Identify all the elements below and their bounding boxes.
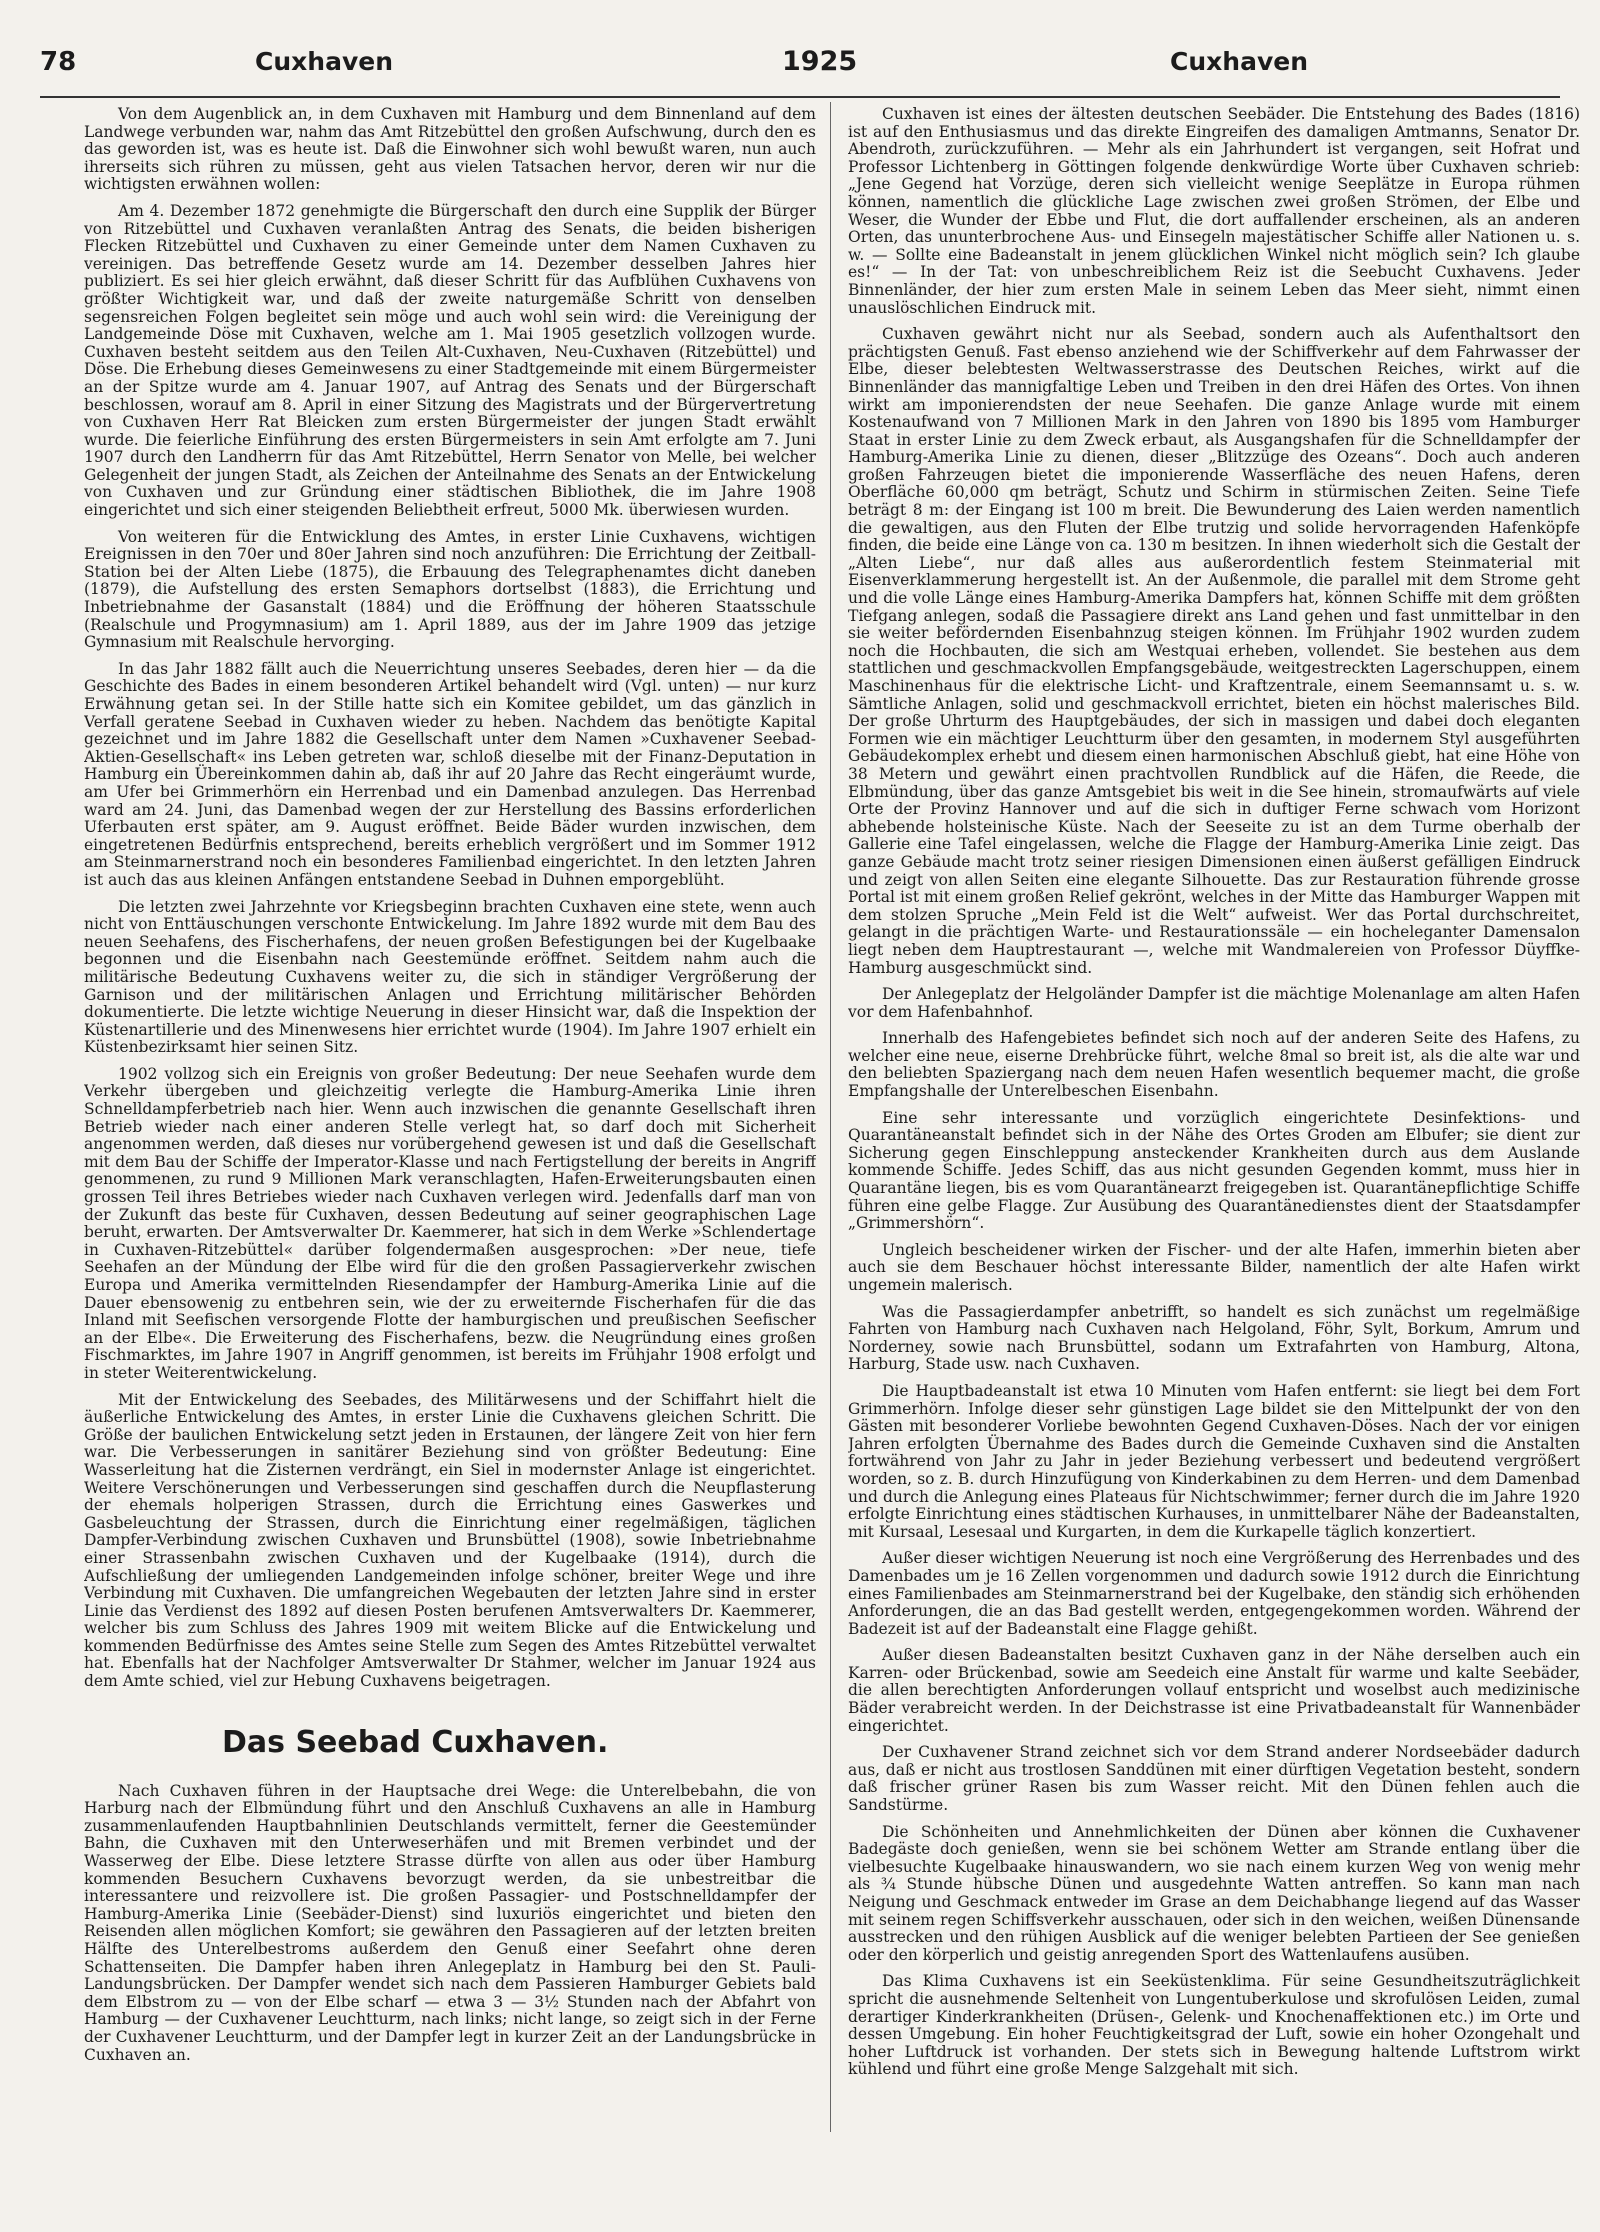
page-header: [40, 42, 1560, 92]
paragraph: Mit der Entwickelung des Seebades, des Militärwesens und der Schiffahrt hielt die äußerliche Entwickelung des Amtes, in erster Linie die Cuxhavens gleichen Schritt. Die Größe der baulichen Entwickelung setzt jeden in Erstaunen, der längere Zeit von hier fern war. Die Verbesserungen in sanitärer Beziehung sind von größter Bedeutung: Eine Wasserleitung hat die Zisternen verdrängt, ein Siel in modernster Anlage ist eingerichtet. Weitere Verschönerungen und Verbesserungen sind geschaffen durch die Neupflasterung der ehemals holperigen Strassen, durch die Errichtung eines Gaswerkes und Gasbeleuchtung der Strassen, durch die Einrichtung einer regelmäßigen, täglichen Dampfer-Verbindung zwischen Cuxhaven und Brunsbüttel (1908), sowie Inbetriebnahme einer Strassenbahn zwischen Cuxhaven und der Kugelbaake (1914), durch die Aufschließung der umliegenden Landgemeinden infolge schöner, breiter Wege und ihre Verbindung mit Cuxhaven. Die umfangreichen Wegebauten der letzten Jahre sind in erster Linie das Verdienst des 1892 auf diesen Posten berufenen Amtsverwalters Dr. Kaemmerer, welcher bis zum Schluss des Jahres 1909 mit weitem Blicke auf die Entwickelung und kommenden Bedürfnisse des Amtes seine Stelle zum Segen des Amtes Ritzebüttel verwaltet hat. Ebenfalls hat der Nachfolger Amtsverwalter Dr Stahmer, welcher im Januar 1924 aus dem Amte schied, viel zur Hebung Cuxhavens beigetragen.: [84, 1390, 816, 1691]
section-heading: Das Seebad Cuxhaven.: [222, 1724, 609, 1760]
paragraph: Die Hauptbadeanstalt ist etwa 10 Minuten vom Hafen entfernt: sie liegt bei dem Fort Grimmerhörn. Infolge dieser sehr günstigen Lage bildet sie den Mittelpunkt der von den Gästen mit besonderer Vorliebe bewohnten Gegend Cuxhaven-Döses. Nach der vor einigen Jahren erfolgten Übernahme des Bades durch die Gemeinde Cuxhaven sind die Anstalten fortwährend von Jahr zu Jahr in jeder Beziehung verbessert und bedeutend vergrößert worden, so z. B. durch Hinzufügung von Kinderkabinen zu dem Herren- und dem Damenbad und durch die Anlegung eines Plateaus für Nichtschwimmer; ferner durch die im Jahre 1920 erfolgte Einrichtung eines städtischen Kurhauses, in unmittelbarer Nähe der Badeanstalten, mit Kursaal, Lesesaal und Kurgarten, in dem die Kurkapelle täglich konzertiert.: [848, 1381, 1580, 1541]
paragraph: Außer diesen Badeanstalten besitzt Cuxhaven ganz in der Nähe derselben auch ein Karren- oder Brückenbad, sowie am Seedeich eine Anstalt für warme und kalte Seebäder, die allen berechtigten Anforderungen vollauf entspricht und woselbst auch medizinische Bäder verabreicht werden. In der Deichstrasse ist eine Privatbadeanstalt für Wannenbäder eingerichtet.: [848, 1646, 1580, 1735]
paragraph: Die Schönheiten und Annehmlichkeiten der Dünen aber können die Cuxhavener Badegäste doch genießen, wenn sie bei schönem Wetter am Strande entlang über die vielbesuchte Kugelbaake hinauswandern, wo sie nach einem kurzen Weg von wenig mehr als ¾ Stunde hübsche Dünen und ausgedehnte Watten antreffen. So kann man nach Neigung und Geschmack entweder im Grase an dem Deichabhange liegend auf das Wasser mit seinem regen Schiffsverkehr ausschauen, oder sich in den weichen, weißen Dünensande ausstrecken und den rühigen Ausblick auf die weniger belebten Partieen der See genießen oder den körperlich und geistig anregenden Sport des Wattenlaufens ausüben.: [848, 1822, 1580, 1964]
right-running-title: Cuxhaven: [1170, 47, 1308, 76]
page-number: 78: [40, 47, 77, 77]
paragraph: Am 4. Dezember 1872 genehmigte die Bürgerschaft den durch eine Supplik der Bürger von Ritzebüttel und Cuxhaven veranlaßten Antrag des Senats, die beiden bisherigen Flecken Ritzebüttel und Cuxhaven zu einer Gemeinde unter dem Namen Cuxhaven zu vereinigen. Das betreffende Gesetz wurde am 14. Dezember desselben Jahres hier publiziert. Es sei hier gleich erwähnt, daß dieser Schritt für das Aufblühen Cuxhavens von größter Wichtigkeit war, und daß der zweite naturgemäße Schritt von denselben segensreichen Folgen begleitet sein möge und auch wohl sein wird: die Vereinigung der Landgemeinde Döse mit Cuxhaven, welche am 1. Mai 1905 gesetzlich vollzogen wurde. Cuxhaven besteht seitdem aus den Teilen Alt-Cuxhaven, Neu-Cuxhaven (Ritzebüttel) und Döse. Die Erhebung dieses Gemeinwesens zu einer Stadtgemeinde mit einem Bürgermeister an der Spitze wurde am 4. Januar 1907, auf Antrag des Senats und der Bürgerschaft beschlossen, worauf am 8. April in einer Sitzung des Magistrats und der Bürgervertretung von Cuxhaven Herr Rat Bleicken zum ersten Bürgermeister der jungen Stadt erwählt wurde. Die feierliche Einführung des ersten Bürgermeisters in sein Amt erfolgte am 7. Juni 1907 durch den Landherrn für das Amt Ritzebüttel, Herrn Senator von Melle, bei welcher Gelegenheit der jungen Stadt, als Zeichen der Anteilnahme des Senats an der Entwickelung von Cuxhaven und zur Gründung einer städtischen Bibliothek, die im Jahre 1908 eingerichtet und sich einer steigenden Beliebtheit erfreut, 5000 Mk. überwiesen wurden.: [84, 201, 816, 520]
paragraph: 1902 vollzog sich ein Ereignis von großer Bedeutung: Der neue Seehafen wurde dem Verkehr übergeben und gleichzeitig verlegte die Hamburg-Amerika Linie ihren Schnelldampferbetrieb nach hier. Wenn auch inzwischen die genannte Gesellschaft ihren Betrieb wieder nach einer anderen Stelle verlegt hat, so darf doch mit Sicherheit angenommen werden, daß dieses nur vorübergehend gewesen ist und daß die Gesellschaft mit dem Bau der Schiffe der Imperator-Klasse und nach Fertigstellung der bereits in Angriff genommenen, zu rund 9 Millionen Mark veranschlagten, Hafen-Erweiterungsbauten einen grossen Teil ihres Betriebes wieder nach Cuxhaven verlegen wird. Jedenfalls darf man von der Zukunft das beste für Cuxhaven, dessen Bedeutung auf seiner geographischen Lage beruht, erwarten. Der Amtsverwalter Dr. Kaemmerer, hat sich in dem Werke »Schlendertage in Cuxhaven-Ritzebüttel« darüber folgendermaßen ausgesprochen: »Der neue, tiefe Seehafen an der Mündung der Elbe wird für die den großen Passagierverkehr zwischen Europa und Amerika vermittelnden Riesendampfer der Hamburg-Amerika Linie auf die Dauer ebensowenig zu entbehren sein, wie der zu erweiternde Fischerhafen für die das Inland mit Seefischen versorgende Flotte der hamburgischen und preußischen Seefischer an der Elbe«. Die Erweiterung des Fischerhafens, bezw. die Neugründung eines großen Fischmarktes, im Jahre 1907 in Angriff genommen, ist bereits im Frühjahr 1908 erfolgt und in steter Weiterentwickelung.: [84, 1064, 816, 1382]
paragraph: Von dem Augenblick an, in dem Cuxhaven mit Hamburg und dem Binnenland auf dem Landwege verbunden war, nahm das Amt Ritzebüttel den großen Aufschwung, durch den es das geworden ist, was es heute ist. Daß die Einwohner sich wohl bewußt waren, nun auch ihrerseits sich rühren zu müssen, geht aus vielen Tatsachen hervor, deren wir nur die wichtigsten erwähnen wollen:: [84, 106, 816, 194]
column-divider: [830, 102, 831, 2132]
paragraph: Von weiteren für die Entwicklung des Amtes, in erster Linie Cuxhavens, wichtigen Ereignissen in den 70er und 80er Jahren sind noch anzuführen: Die Errichtung der Zeitball-Station bei der Alten Liebe (1875), die Erbauung des Telegraphenamtes dicht daneben (1879), die Aufstellung des ersten Semaphors dortselbst (1883), die Errichtung und Inbetriebnahme der Gasanstalt (1884) und die Eröffnung der höheren Staatsschule (Realschule und Progymnasium) am 1. April 1889, aus der im Jahre 1909 das jetzige Gymnasium mit Realschule hervorging.: [84, 527, 816, 652]
paragraph: Was die Passagierdampfer anbetrifft, so handelt es sich zunächst um regelmäßige Fahrten von Hamburg nach Cuxhaven nach Helgoland, Föhr, Sylt, Borkum, Amrum und Norderney, sowie nach Brunsbüttel, sodann um Extrafahrten von Hamburg, Altona, Harburg, Stade usw. nach Cuxhaven.: [848, 1302, 1580, 1374]
header-rule: [40, 96, 1560, 98]
paragraph: Die letzten zwei Jahrzehnte vor Kriegsbeginn brachten Cuxhaven eine stete, wenn auch nicht von Enttäuschungen verschonte Entwickelung. Im Jahre 1892 wurde mit dem Bau des neuen Seehafens, des Fischerhafens, der neuen großen Befestigungen bei der Kugelbaake begonnen und die Eisenbahn nach Geestemünde eröffnet. Seitdem nahm auch die militärische Bedeutung Cuxhavens weiter zu, die sich in ständiger Vergrößerung der Garnison und der militärischen Anlagen und Errichtung militärischer Behörden dokumentierte. Die letzte wichtige Neuerung in dieser Hinsicht war, daß die Inspektion der Küstenartillerie und des Minenwesens hier errichtet wurde (1904). Im Jahre 1907 erhielt ein Küstenbezirksamt hier seinen Sitz.: [84, 897, 816, 1057]
right-column: [848, 106, 1580, 2136]
paragraph: Cuxhaven ist eines der ältesten deutschen Seebäder. Die Entstehung des Bades (1816) ist auf den Enthusiasmus und das direkte Eingreifen des damaligen Amtmanns, Senator Dr. Abendroth, zurückzuführen. — Mehr als ein Jahrhundert ist vergangen, seit Hofrat und Professor Lichtenberg in Göttingen folgende denkwürdige Worte über Cuxhaven schrieb: „Jene Gegend hat Vorzüge, deren sich vielleicht wenige Seeplätze in Europa rühmen können, namentlich die glückliche Lage zwischen zwei großen Strömen, der Elbe und Weser, die Wunder der Ebbe und Flut, die dort auffallender erscheinen, als an anderen Orten, das ununterbrochene Aus- und Einsegeln majestätischer Schiffe aller Nationen u. s. w. — Sollte eine Badeanstalt in jenem glücklichen Winkel nicht möglich sein? Ich glaube es!“ — In der Tat: von unbeschreiblichem Reiz ist die Seebucht Cuxhavens. Jeder Binnenländer, der hier zum ersten Male in seinem Leben das Meer sieht, nimmt einen unauslöschlichen Eindruck mit.: [848, 106, 1580, 317]
paragraph: Nach Cuxhaven führen in der Hauptsache drei Wege: die Unterelbebahn, die von Harburg nach der Elbmündung führt und den Anschluß Cuxhavens an alle in Hamburg zusammenlaufenden Hauptbahnlinien Deutschlands vermittelt, ferner die Geestemünder Bahn, die Cuxhaven mit den Unterweserhäfen und mit Bremen verbindet und der Wasserweg der Elbe. Diese letztere Strasse dürfte von allen aus oder über Hamburg kommenden Besuchern Cuxhavens bevorzugt werden, da sie unbestreitbar die interessantere und reizvollere ist. Die großen Passagier- und Postschnelldampfer der Hamburg-Amerika Linie (Seebäder-Dienst) sind luxuriös eingerichtet und bieten den Reisenden allen möglichen Komfort; sie gewähren den Passagieren auf der letzten breiten Hälfte des Unterelbestroms außerdem den Genuß einer Seefahrt ohne deren Schattenseiten. Die Dampfer haben ihren Anlegeplatz in Hamburg bei den St. Pauli-Landungsbrücken. Der Dampfer wendet sich nach dem Passieren Hamburger Gebiets bald dem Elbstrom zu — von der Elbe scharf — etwa 3 — 3½ Stunden nach der Abfahrt von Hamburg — der Cuxhavener Leuchtturm, nach links; nicht lange, so zeigt sich in der Ferne der Cuxhavener Leuchtturm, und der Dampfer legt in kurzer Zeit an der Landungsbrücke in Cuxhaven an.: [84, 1781, 816, 2064]
paragraph: Der Anlegeplatz der Helgoländer Dampfer ist die mächtige Molenanlage am alten Hafen vor dem Hafenbahnhof.: [848, 985, 1580, 1021]
year: 1925: [782, 46, 858, 77]
left-column: [84, 106, 816, 2136]
paragraph: Der Cuxhavener Strand zeichnet sich vor dem Strand anderer Nordseebäder dadurch aus, daß er nicht aus trostlosen Sanddünen mit einer dürftigen Vegetation besteht, sondern daß frischer grüner Rasen bis zum Wasser reicht. Mit den Dünen fehlen auch die Sandstürme.: [848, 1743, 1580, 1815]
left-running-title: Cuxhaven: [255, 47, 393, 76]
paragraph: Eine sehr interessante und vorzüglich eingerichtete Desinfektions- und Quarantäneanstalt befindet sich in der Nähe des Ortes Groden am Elbufer; sie dient zur Sicherung gegen Einschleppung ansteckender Krankheiten durch aus dem Auslande kommende Schiffe. Jedes Schiff, das aus nicht gesunden Gegenden kommt, muss hier in Quarantäne liegen, bis es vom Quarantänearzt freigegeben ist. Quarantänepflichtige Schiffe führen eine gelbe Flagge. Zur Ausübung des Quarantänedienstes dient der Staatsdampfer „Grimmershörn“.: [848, 1108, 1580, 1233]
paragraph: In das Jahr 1882 fällt auch die Neuerrichtung unseres Seebades, deren hier — da die Geschichte des Bades in einem besonderen Artikel behandelt wird (Vgl. unten) — nur kurz Erwähnung getan sei. In der Stille hatte sich ein Komitee gebildet, um das gänzlich in Verfall geratene Seebad in Cuxhaven wieder zu heben. Nachdem das benötigte Kapital gezeichnet und im Jahre 1882 die Gesellschaft unter dem Namen »Cuxhavener Seebad-Aktien-Gesellschaft« ins Leben getreten war, schloß dieselbe mit der Finanz-Deputation in Hamburg ein Übereinkommen dahin ab, daß ihr auf 20 Jahre das Recht eingeräumt wurde, am Ufer bei Grimmerhörn ein Herrenbad und ein Damenbad anzulegen. Das Herrenbad ward am 24. Juni, das Damenbad wegen der zur Herstellung des Bassins erforderlichen Uferbauten erst später, am 9. August eröffnet. Beide Bäder wurden inzwischen, dem eingetretenen Bedürfnis entsprechend, bereits erheblich vergrößert und im Sommer 1912 am Steinmarnerstrand noch ein besonderes Familienbad eingerichtet. In den letzten Jahren ist auch das aus kleinen Anfängen entstandene Seebad in Duhnen emporgeblüht.: [84, 659, 816, 889]
paragraph: Ungleich bescheidener wirken der Fischer- und der alte Hafen, immerhin bieten aber auch sie dem Beschauer höchst interessante Bilder, namentlich der alte Hafen wirkt ungemein malerisch.: [848, 1240, 1580, 1294]
paragraph: Das Klima Cuxhavens ist ein Seeküstenklima. Für seine Gesundheitszuträglichkeit spricht die ausnehmende Seltenheit von Lungentuberkulose und skrofulösen Leiden, zumal derartiger Kinderkrankheiten (Drüsen-, Gelenk- und Knochenaffektionen etc.) im Orte und dessen Umgebung. Ein hoher Feuchtigkeitsgrad der Luft, sowie ein hoher Ozongehalt und hoher Luftdruck ist vorhanden. Der stets sich in Bewegung haltende Luftstrom wirkt kühlend und führt eine große Menge Salzgehalt mit sich.: [848, 1972, 1580, 2079]
paragraph: Innerhalb des Hafengebietes befindet sich noch auf der anderen Seite des Hafens, zu welcher eine neue, eiserne Drehbrücke führt, welche 8mal so breit ist, als die alte war und den beliebten Spaziergang nach dem neuen Hafen wesentlich bequemer macht, die große Empfangshalle der Unterelbeschen Eisenbahn.: [848, 1029, 1580, 1101]
paragraph: Außer dieser wichtigen Neuerung ist noch eine Vergrößerung des Herrenbades und des Damenbades um je 16 Zellen vorgenommen und dadurch sowie 1912 durch die Einrichtung eines Familienbades am Steinmarnerstrand bei der Kugelbake, den ständig sich erhöhenden Anforderungen, die an das Bad gestellt werden, entgegengekommen worden. Während der Badezeit ist auf der Badeanstalt eine Flagge gehißt.: [848, 1549, 1580, 1638]
paragraph: Cuxhaven gewährt nicht nur als Seebad, sondern auch als Aufenthaltsort den prächtigsten Genuß. Fast ebenso anziehend wie der Schiffverkehr auf dem Fahrwasser der Elbe, dieser belebtesten Weltwasserstrasse des Deutschen Reiches, wirkt auf die Binnenländer das mannigfaltige Leben und Treiben in den drei Häfen des Ortes. Von ihnen wirkt am imponierendsten der neue Seehafen. Die ganze Anlage wurde mit einem Kostenaufwand von 7 Millionen Mark in den Jahren von 1890 bis 1895 vom Hamburger Staat in erster Linie zu dem Zweck erbaut, als Ausgangshafen für die Schnelldampfer der Hamburg-Amerika Linie zu dienen, dieser „Blitzzüge des Ozeans“. Doch auch anderen großen Fahrzeugen bietet die imponierende Wasserfläche des neuen Hafens, deren Oberfläche 60,000 qm beträgt, Schutz und Schirm in stürmischen Zeiten. Seine Tiefe beträgt 8 m: der Eingang ist 100 m breit. Die Bewunderung des Laien werden namentlich die gewaltigen, aus den Fluten der Elbe trutzig und solide hervorragenden Hafenköpfe finden, die beide eine Länge von ca. 130 m besitzen. In ihnen wiederholt sich die Gestalt der „Alten Liebe“, nur daß alles aus außerordentlich festem Steinmaterial mit Eisenverklammerung hergestellt ist. An der Außenmole, die parallel mit dem Strome geht und die volle Länge eines Hamburg-Amerika Dampfers hat, können Schiffe mit dem größten Tiefgang anlegen, sodaß die Passagiere direkt ans Land gehen und fast unmittelbar in den sie weiter befördernden Eisenbahnzug steigen können. Im Frühjahr 1902 wurden zudem noch die Hochbauten, die sich am Westquai erheben, vollendet. Sie bestehen aus dem stattlichen und geschmackvollen Empfangsgebäude, weitgestreckten Lagerschuppen, einem Maschinenhaus für die elektrische Licht- und Kraftzentrale, einem Seemannsamt u. s. w. Sämtliche Anlagen, solid und geschmackvoll errichtet, bieten ein höchst malerisches Bild. Der große Uhrturm des Hauptgebäudes, der sich in massigen und dabei doch eleganten Formen wie ein mächtiger Leuchtturm über den gesamten, in modernem Styl ausgeführten Gebäudekomplex erhebt und diesem einen harmonischen Abschluß giebt, hat eine Höhe von 38 Metern und gewährt einen prachtvollen Rundblick auf die Häfen, die Reede, die Elbmündung, über das ganze Amtsgebiet bis weit in die See hinein, stromaufwärts auf viele Orte der Provinz Hannover und auf die sich in duftiger Ferne schwach vom Horizont abhebende holsteinische Küste. Nach der Seeseite zu ist an dem Turme oberhalb der Gallerie eine Tafel eingelassen, welche die Flagge der Hamburg-Amerika Linie zeigt. Das ganze Gebäude macht trotz seiner riesigen Dimensionen einen äußerst gefälligen Eindruck und zeigt von allen Seiten eine elegante Silhouette. Das zur Restauration führende grosse Portal ist mit einem großen Relief gekrönt, welches in der Mitte das Hamburger Wappen mit dem stolzen Spruche „Mein Feld ist die Welt“ aufweist. Wer das Portal durchschreitet, gelangt in die prächtigen Warte- und Restaurationssäle — ein hocheleganter Damensalon liegt neben dem Hauptrestaurant —, welche mit Wandmalereien von Professor Düyffke-Hamburg ausgeschmückt sind.: [848, 325, 1580, 977]
